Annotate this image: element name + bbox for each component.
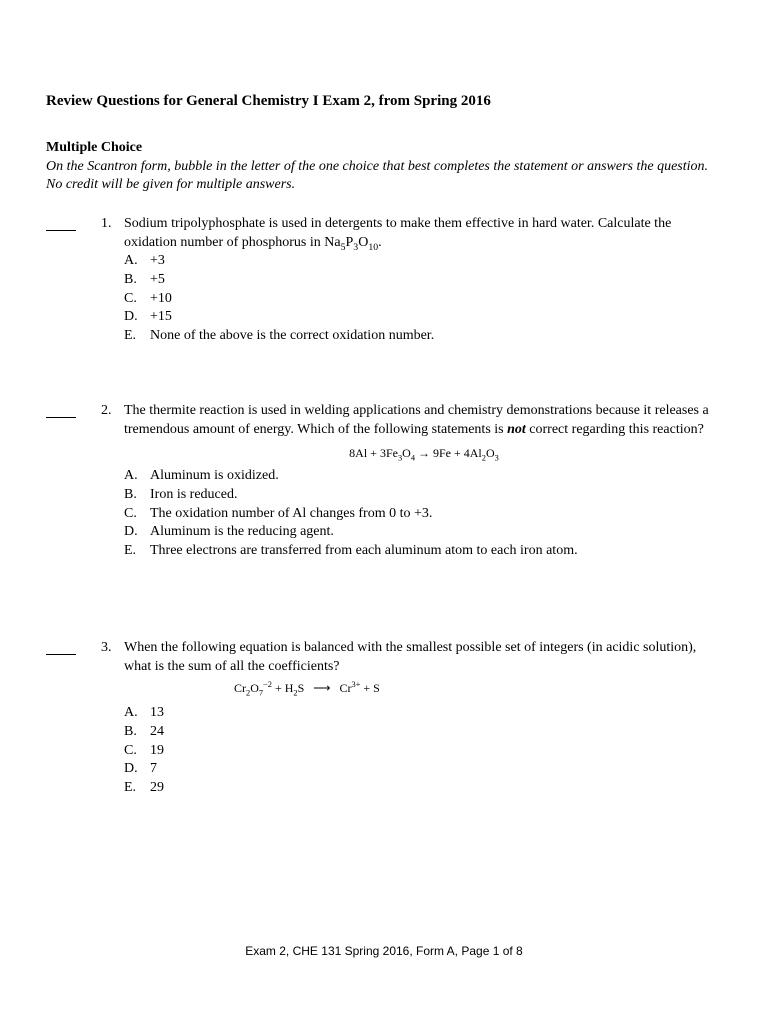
question-number: 3. <box>101 640 112 655</box>
choice-b: B. 24 <box>124 723 164 739</box>
dichromate-equation: $Cr_2O_7^{-2} + H_2S$ ⟶ $Cr^{3+} + S$ <box>234 680 380 698</box>
question-number: 1. <box>101 216 112 231</box>
choice-a: A. 13 <box>124 705 164 720</box>
question-body <box>124 214 724 346</box>
reaction-arrow: ⟶ <box>313 681 331 695</box>
choice-a: A. Aluminum is oxidized. <box>124 468 279 483</box>
choice-list <box>124 467 724 561</box>
question-number: 2. <box>101 403 112 418</box>
choice-list <box>124 252 724 346</box>
choice-e: E. None of the above is the correct oxidation number. <box>124 328 435 344</box>
question-body <box>124 401 724 561</box>
choice-list <box>124 704 724 798</box>
question-text: When the following equation is balanced with the smallest possible set of integers (in acidic solution), what is the sum of all the coefficients? <box>124 640 697 674</box>
question-text: The thermite reaction is used in welding applications and chemistry demonstrations because it releases a tremendous amount of energy. Which of the following statements is not correct regarding this reaction? <box>124 403 709 437</box>
answer-blank <box>46 407 76 418</box>
question-text: Sodium tripolyphosphate is used in detergents to make them effective in hard water. Calculate the oxidation number of phosphorus in $Na_5P_3O_{10}$. <box>124 216 672 253</box>
choice-d: D. 7 <box>124 761 157 777</box>
page-footer: Exam 2, CHE 131 Spring 2016, Form A, Page 1 of 8 <box>245 944 523 958</box>
formula: $Na_5P_3O_{10}$. <box>324 235 382 253</box>
choice-a: A. +3 <box>124 253 165 268</box>
answer-blank <box>46 220 76 231</box>
choice-e: E. Three electrons are transferred from each aluminum atom to each iron atom. <box>124 543 578 559</box>
choice-d: D. +15 <box>124 309 172 325</box>
answer-blank <box>46 644 76 655</box>
reaction-arrow: → <box>418 446 430 460</box>
question-body <box>124 638 724 798</box>
emphasis: not <box>507 422 526 437</box>
choice-c: C. 19 <box>124 742 164 758</box>
choice-b: B. Iron is reduced. <box>124 486 238 502</box>
page-title: Review Questions for General Chemistry I Exam 2, from Spring 2016 <box>46 93 491 109</box>
choice-c: C. +10 <box>124 290 172 306</box>
choice-d: D. Aluminum is the reducing agent. <box>124 524 334 540</box>
choice-b: B. +5 <box>124 271 165 287</box>
choice-c: C. The oxidation number of Al changes from 0 to +3. <box>124 505 433 521</box>
section-heading: Multiple Choice <box>46 140 143 155</box>
instructions: On the Scantron form, bubble in the letter of the one choice that best completes the statement or answers the question. No credit will be given for multiple answers. <box>46 159 709 192</box>
thermite-equation: $8Al + 3Fe_3O_4 \to 9Fe + 4Al_2O_3$ <box>349 446 499 463</box>
choice-e: E. 29 <box>124 780 164 796</box>
